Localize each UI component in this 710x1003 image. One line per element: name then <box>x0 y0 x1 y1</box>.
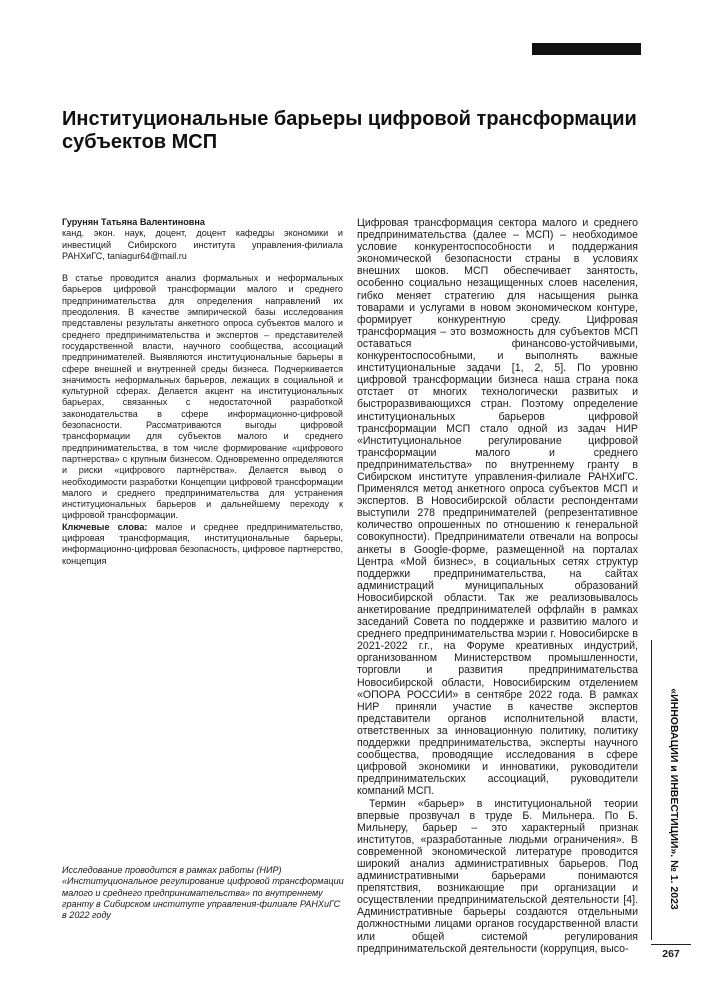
article-title: Институциональные барьеры цифровой трансформации субъектов МСП <box>62 108 637 153</box>
side-rule <box>651 640 652 940</box>
body-paragraph-2: Термин «барьер» в институциональной теории впервые прозвучал в труде Б. Мильнера. По Б. Мильнеру, барьер – это характерный признак институтов, «разработанные людьми ограничения». В современной экономической литературе проводится широкий анализ административных барьеров. Под административными барьерами понимаются препятствия, возникающие при организации и осуществлении предпринимательской деятельности [4]. Административные барьеры создаются отдельными должностными лицами органов государственной власти или общей системой регулирования предпринимательской деятельности (коррупция, высо- <box>357 797 638 955</box>
body-paragraph-1: Цифровая трансформация сектора малого и среднего предпринимательства (далее – МСП) – необходимое условие конкурентоспособности и поддержания экономической безопасности страны в условиях внешних шоков. МСП обеспечивает занятость, особенно социально незащищенных слоев населения, гибко меняет стратегию для насыщения рынка товарами и услугами в новом экономическом контуре, формирует конкурентную среду. Цифровая трансформация – это возможность для субъектов МСП оставаться финансово-устойчивыми, конкурентоспособными, и выполнять важные институциональные задачи [1, 2, 5]. По уровню цифровой трансформации бизнеса наша страна пока отстает от многих технологически развитых и быстроразвивающихся стран. Поэтому определение институциональных барьеров цифровой трансформации МСП стало одной из задач НИР «Институциональное регулирование цифровой трансформации малого и среднего предпринимательства» по внутреннему гранту в Сибирском институте управления-филиале РАНХиГС. Применялся метод анкетного опроса субъектов МСП и экспертов. В Новосибирской области респондентами выступили 278 предпринимателей (репрезентативное количество опрошенных по отношению к генеральной совокупности). Предприниматели отвечали на вопросы анкеты в Google-форме, размещенной на порталах Центра «Мой бизнес», в социальных сетях структур поддержки предпринимательства, на сайтах администраций муниципальных образований Новосибирской области. Так же реализовывалось анкетирование предпринимателей оффлайн в рамках заседаний Совета по поддержке и развитию малого и среднего предпринимательства мэрии г. Новосибирске в 2021-2022 г.г., на Форуме креативных индустрий, организованном Министерством промышленности, торговли и развития предпринимательства Новосибирской области, Новосибирским отделением «ОПОРА РОССИИ» в сентябре 2022 года. В рамках НИР приняли участие в качестве экспертов представители органов исполнительной власти, ответственных за инновационную политику, политику поддержки предпринимательства, эксперты научного сообщества, проводящие исследования в сфере цифровой экономики и инноватики, руководители предпринимательских ассоциаций, руководители компаний МСП. <box>357 217 638 798</box>
header-bar <box>532 43 641 55</box>
journal-title: «ИННОВАЦИИ и ИНВЕСТИЦИИ». № 1. 2023 <box>668 688 680 910</box>
keywords-text: малое и среднее предпринимательство, цифровая трансформация, институциональные барьеры, информационно-цифровая безопасность, цифровое партнерство, концепция <box>62 521 343 566</box>
abstract: В статье проводится анализ формальных и неформальных барьеров цифровой трансформации малого и среднего предпринимательства для определения направлений их преодоления. В качестве эмпирической базы исследования представлены результаты анкетного опроса субъектов малого и среднего предпринимательства и экспертов – представителей государственной власти, научного сообщества, ассоциаций предпринимателей. Выявляются институциональные барьеры в сфере внешней и внутренней среды бизнеса. Подчеркивается значимость неформальных барьеров, лежащих в социальной и культурной сферах. Делается акцент на институциональных барьерах, связанных с недостаточной разработкой законодательства в сфере информационно-цифровой безопасности. Рассматриваются выгоды цифровой трансформации для субъектов малого и среднего предпринимательства, в том числе формирование «цифрового партнерства» с крупным бизнесом. Одновременно определяются и риски «цифрового партнёрства». Делается вывод о необходимости разработки Концепции цифровой трансформации малого и среднего предпринимательства для устранения институциональных барьеров и дальнейшему переходу к цифровой трансформации. <box>62 273 343 521</box>
author-affiliation: канд. экон. наук, доцент, доцент кафедры экономики и инвестиций Сибирского института управления-филиала РАНХиГС, taniagur64@mail.ru <box>62 228 343 261</box>
left-column <box>62 217 343 567</box>
body-text <box>357 217 638 955</box>
funding-footnote: Исследование проводится в рамках работы (НИР) «Институциональное регулирование цифровой трансформации малого и среднего предпринимательства» по внутреннему гранту в Сибирском институте управления-филиале РАНХиГС в 2022 году <box>62 865 344 921</box>
journal-running-title <box>664 673 684 925</box>
page-number: 267 <box>651 944 691 960</box>
author-name: Гурунян Татьяна Валентиновна <box>62 217 205 227</box>
keywords-label: Ключевые слова: <box>62 521 148 532</box>
keywords <box>62 522 343 567</box>
